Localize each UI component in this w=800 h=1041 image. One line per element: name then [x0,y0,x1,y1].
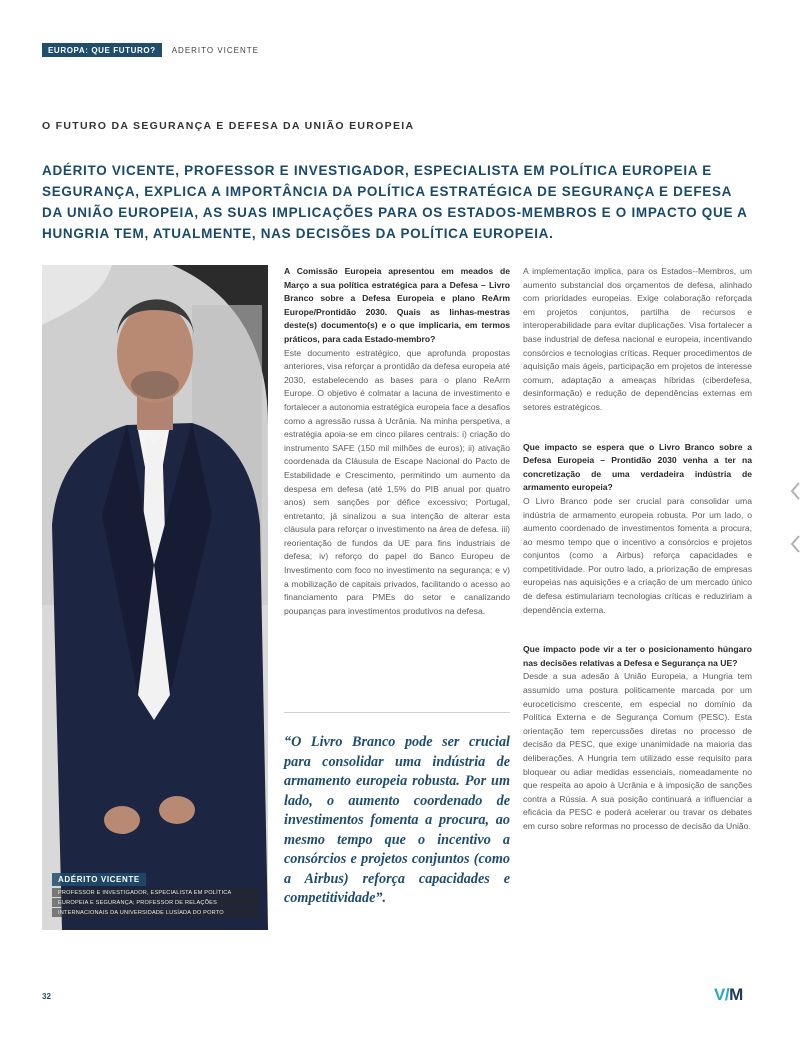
magazine-logo [714,985,743,1005]
chevron-left-icon[interactable] [790,482,800,500]
text-column-2 [523,265,752,834]
text-column-1 [284,265,510,618]
logo-v: V/ [714,985,730,1004]
caption-line: EUROPEIA E SEGURANÇA; PROFESSOR DE RELAÇÕES [52,898,258,907]
section-tag: EUROPA: QUE FUTURO? [42,43,162,57]
quote-divider [284,712,510,713]
pull-quote: “O Livro Branco pode ser crucial para consolidar uma indústria de armamento europeia robusta. Por um lado, o aumento coordenado de investimentos fomenta a procura, ao mesmo tempo que o incentivo a consórcios e projetos conjuntos (como a Airbus) reforça capacidades e competitividade”. [284,734,510,906]
page-header [42,43,259,57]
pull-quote-block [284,712,510,909]
question-1: A Comissão Europeia apresentou em meados de Março a sua política estratégica para a Defesa – Livro Branco sobre a Defesa Europeia e plano ReArm Europe/Prontidão 2030. Quais as linhas-mestras deste(s) documento(s) e o que implicaria, em termos práticos, para cada Estado-membro? [284,266,510,344]
logo-m: M [729,985,743,1004]
author-portrait-image [42,265,268,930]
answer-1-continued: A implementação implica, para os Estados--Membros, um aumento substancial dos orçamentos de defesa, alinhado com prioridades europeias. Exige colaboração reforçada em projetos conjuntos, partilha de recursos e interoperabilidade para evitar duplicações. Visa fortalecer a base industrial de defesa nacional e europeia, incentivando consórcios e tecnologias críticas. Requer procedimentos de aquisição mais ágeis, participação em projetos de interesse comum, adaptação a ameaças híbridas (ciberdefesa, desinformação) e redução de dependências externas em setores estratégicos. [523,266,752,412]
chevron-left-icon[interactable] [790,535,800,553]
answer-2: O Livro Branco pode ser crucial para consolidar uma indústria de armamento europeia robusta. Por um lado, o aumento coordenado de investimentos fomenta a procura, ao mesmo tempo que o incentivo a consórcios e projetos conjuntos (como a Airbus) reforça capacidades e competitividade. Por outro lado, a priorização de empresas europeias nas aquisições e a criação de um mercado único de defesa estimulariam tecnologias críticas e reduziriam a dependência externa. [523,495,752,615]
caption-name: ADÉRITO VICENTE [52,873,146,886]
caption-line: PROFESSOR E INVESTIGADOR, ESPECIALISTA EM POLÍTICA [52,888,258,897]
question-3: Que impacto pode vir a ter o posicionamento húngaro nas decisões relativas a Defesa e Segurança na UE? [523,644,752,668]
answer-1: Este documento estratégico, que aprofunda propostas anteriores, visa reforçar a prontidão da defesa europeia até 2030, estabelecendo as bases para o plano ReArm Europe. O objetivo é colmatar a lacuna de investimento e fortalecer a autonomia estratégica europeia face a desafios como a agressão russa à Ucrânia. Na minha perspetiva, a estratégia apoia-se em cinco pilares centrais: i) criação do instrumento SAFE (150 mil milhões de euros); ii) ativação coordenada da Cláusula de Escape Nacional do Pacto de Estabilidade e Crescimento, permitindo um aumento da despesa em defesa (até 1,5% do PIB anual por quatro anos) sem sanções por défice excessivo; Portugal, entretanto, já sinalizou a sua intenção de alterar esta cláusula para reforçar o investimento na área de defesa. iii) reorientação de fundos da UE para fins industriais de defesa; iv) reforço do papel do Banco Europeu de Investimento com foco no investimento na segurança; e v) a mobilização de capitais privados, facilitando o acesso ao financiamento para PMEs do setor e canalizando poupanças para investimentos produtivos na defesa. [284,347,510,616]
answer-3: Desde a sua adesão à União Europeia, a Hungria tem assumido uma postura politicamente marcada por um euroceticismo crescente, em especial no domínio da Política Externa e de Segurança Comum (PESC). Esta orientação tem repercussões diretas no processo de decisão da PESC, que exige unanimidade na maioria das deliberações. A Hungria tem utilizado esse requisito para bloquear ou adiar medidas essenciais, nomeadamente no que respeita ao apoio à Ucrânia e à imposição de sanções contra a Rússia. A sua posição continuará a influenciar a eficácia da PESC e poderá acelerar ou travar os debates em curso sobre reformas no processo de decisão da União. [523,671,752,831]
author-photo [42,265,268,930]
page-number: 32 [42,992,51,1001]
author-tag: ADERITO VICENTE [171,45,260,55]
caption-line: INTERNACIONAIS DA UNIVERSIDADE LUSÍADA DO PORTO [52,908,258,917]
question-2: Que impacto se espera que o Livro Branco sobre a Defesa Europeia – Prontidão 2030 venha a ter na concretização de uma verdadeira indústria de armamento europeia? [523,441,752,493]
article-lead: ADÉRITO VICENTE, PROFESSOR E INVESTIGADOR, ESPECIALISTA EM POLÍTICA EUROPEIA E SEGURANÇA, EXPLICA A IMPORTÂNCIA DA POLÍTICA ESTRATÉGICA DE SEGURANÇA E DEFESA DA UNIÃO EUROPEIA, AS SUAS IMPLICAÇÕES PARA OS ESTADOS-MEMBROS E O IMPACTO QUE A HUNGRIA TEM, ATUALMENTE, NAS DECISÕES DA POLÍTICA EUROPEIA. [42,163,748,241]
photo-caption [42,869,268,917]
article-title: O FUTURO DA SEGURANÇA E DEFESA DA UNIÃO EUROPEIA [42,120,415,132]
